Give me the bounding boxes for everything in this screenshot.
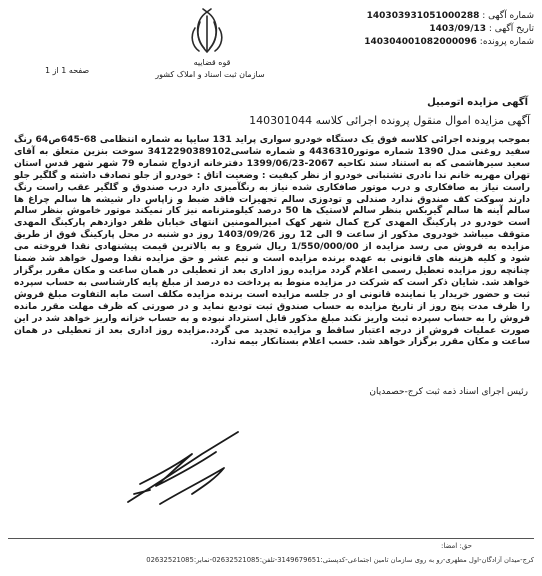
footer-address: کرج-میدان آزادگان-اول مطهری-رو به روی سازمان تامین اجتماعی-کدپستی:3149679651-تلفن:02632521085-نمابر:02632521085: [146, 556, 534, 564]
header-meta: [364, 10, 534, 49]
signer-name: رئیس اجرای اسناد ذمه ثبت کرج-حصمدیان: [369, 387, 528, 397]
ad-number: 140303931051000288: [366, 11, 480, 21]
judiciary-label: قوه قضاییه: [193, 58, 231, 67]
auction-body: [14, 134, 530, 348]
ad-date: 1403/09/13: [429, 24, 487, 34]
auction-body-paragraph: بموجب پرونده اجرائی کلاسه فوق یک دستگاه خودرو سواری پراید 131 سایپا به شماره انتظامی 68-645ص64 رنگ سفید روغنی مدل 1390 شماره موتور4436310 و شماره شاسی3412290389102 سوخت بنزین متعلق به آقای سعید سیرهاشمی که به استناد سند نکاحیه 2067-1399/06/23 دفترخانه ازدواج شماره 79 شهر شهر قدس استان تهران مهریه خانم ندا نادری تشتبانی خودرو از نظر کیفیت : وضعیت اتاق : خودرو از جلو تصادف داشته و گلگیر جلو راست نیاز به صافکاری و درب موتور صافکاری شده نیاز به رنگآمیزی دارد درب صندوق و گلگیر عقب راست رنگ دارند سوکت کف صندوق ندارد صندلی و تودوزی سالم تجهیزات فاقد ضبط و زاپاس دار شیشه ها سالم چراغ ها سالم آینه ها سالم گیربکس بنظر سالم لاستیک ها 50 درصد کیلومترنامه نیز کار نمیکند موتور خاموش بنظر سالم است خودرو در پارکینگ المهدی کرج کمال شهر کهک امیرالمومنین انتهای خیابان ظفر دوازدهم پارکینگ المهدی متوقف میباشد خودروی مذکور از ساعت 9 الی 12 روز 1403/09/26 روز دو شنبه در محل پارکینگ فوق از طریق مزایده به فروش می رسد مزایده از 1/550/000/00 ریال شروع و به بالاترین قیمت پیشنهادی نقدا فروخته می شود و کلیه هزینه های قانونی به عهده برنده مزایده است و نیم عشر و حق مزایده نقدا وصول خواهد شد ضمنا چنانچه روز مزایده تعطیل رسمی اعلام گردد مزایده روز اداری بعد از تعطیلی در همان ساعت و مکان مقرر برگزار خواهد شد. شایان ذکر است که شرکت در مزایده منوط به پرداخت ده درصد از مبلغ پایه کارشناسی به حساب سپرده ثبت و حضور خریدار یا نماینده قانونی او در جلسه مزایده است برنده مزایده مکلف است مابه التفاوت مبلغ فروش را ظرف مدت پنج روز از تاریخ مزایده به حساب صندوق ثبت تودیع نماید و در صورتی که ظرف مهلت مقرر مانده فروش را به حساب سپرده ثبت واریز نکند مبلغ مذکور قابل استرداد نبوده و به حساب خزانه واریز خواهد شد در این صورت عملیات فروش از درجه اعتبار ساقط و مزایده تجدید می گردد.مزایده روز اداری بعد از تعطیلی در همان ساعت و مکان مقرر برگزار خواهد شد. حسب اعلام بستانکار بیمه ندارد.: [14, 134, 531, 348]
ad-number-row: [364, 10, 534, 23]
footer-divider: [8, 538, 534, 539]
iran-emblem-icon: [186, 6, 228, 60]
file-number-label: شماره پرونده:: [479, 37, 534, 47]
file-number-row: [364, 36, 534, 49]
file-number: 140304001082000096: [364, 37, 477, 47]
ad-date-row: [364, 23, 534, 36]
footer-signature-line: حق: امضا:: [440, 542, 472, 550]
page-subtitle: آگهی مزایده اموال منقول پرونده اجرائی کلاسه 140301044: [249, 114, 530, 127]
ad-date-label: تاریخ آگهی :: [488, 24, 534, 34]
registry-label: سازمان ثبت اسناد و املاک کشور: [155, 70, 265, 79]
ad-number-label: شماره آگهی :: [482, 11, 534, 21]
signature-image: [120, 424, 250, 514]
page-title: آگهی مزایده اتومبیل: [427, 97, 528, 108]
page-number: صفحه 1 از 1: [45, 66, 90, 75]
